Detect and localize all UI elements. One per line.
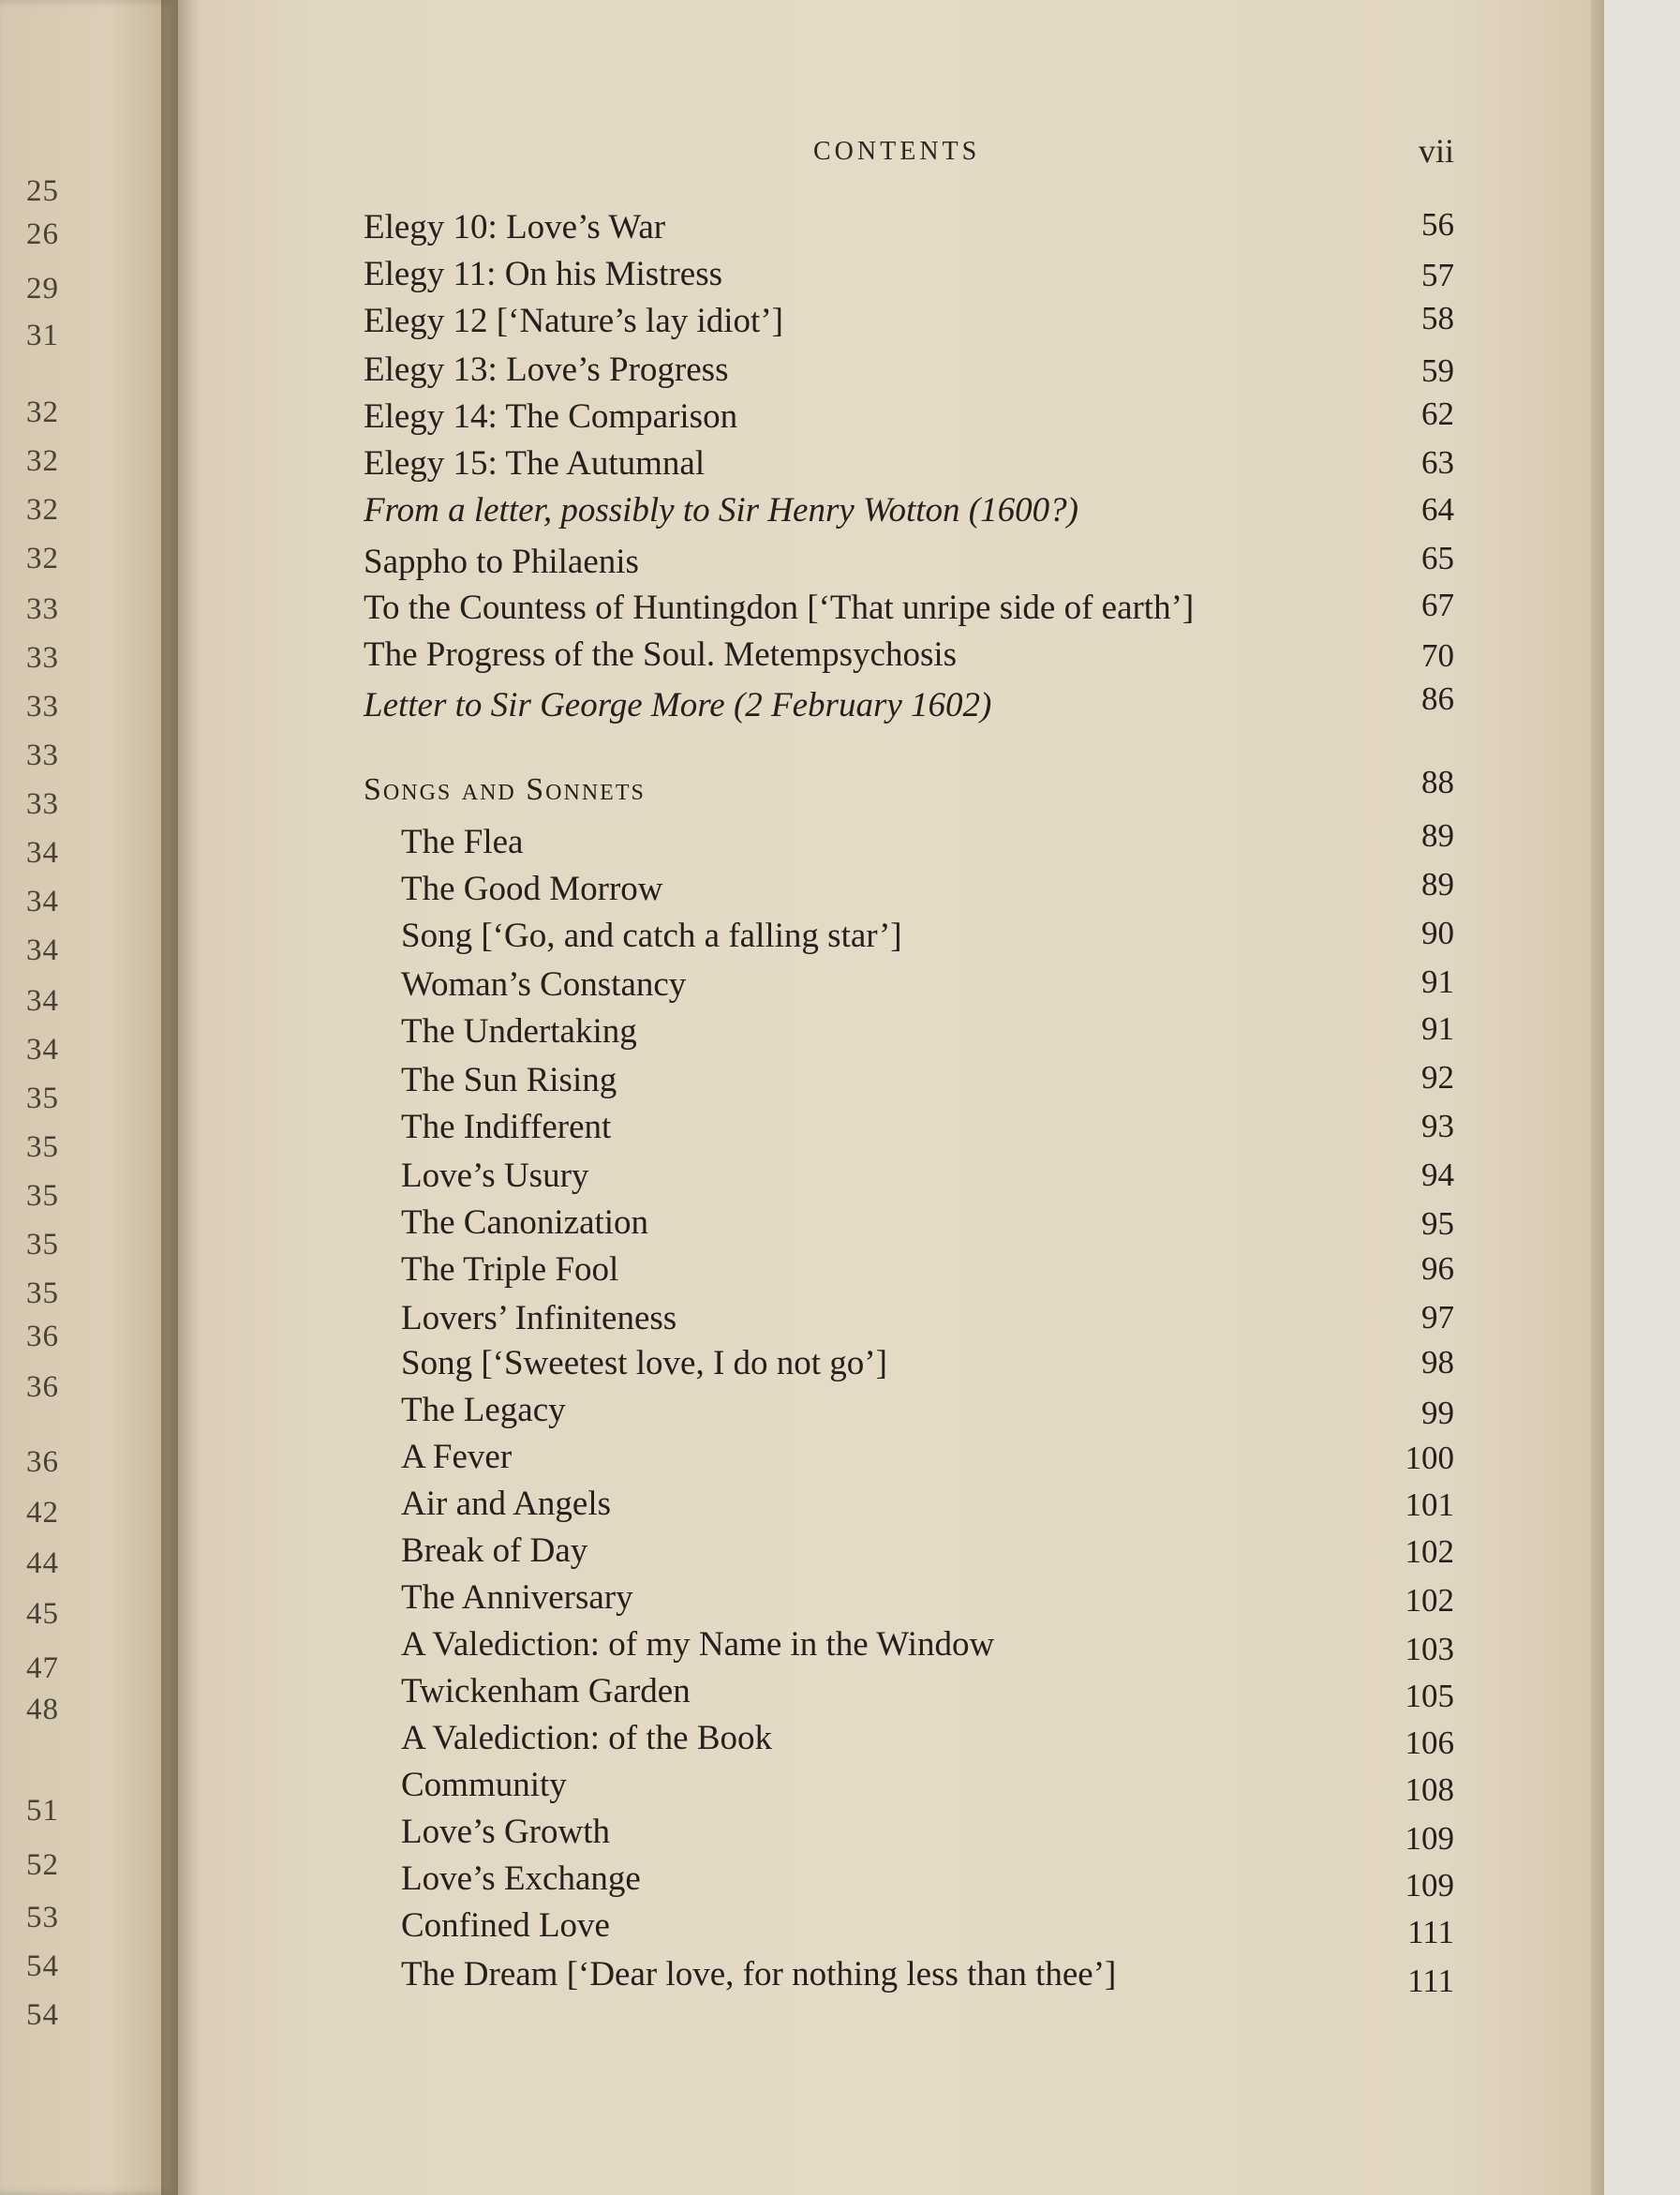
- toc-entry-page: 62: [1421, 396, 1454, 432]
- toc-entry-page: 106: [1405, 1725, 1454, 1761]
- toc-entry-title: The Legacy: [401, 1391, 566, 1429]
- toc-entry-title: Elegy 13: Love’s Progress: [364, 351, 729, 389]
- left-page-number: 34: [26, 836, 59, 870]
- folio: vii: [1418, 132, 1454, 170]
- left-page-number: 36: [26, 1320, 59, 1353]
- left-page-number: 35: [26, 1277, 59, 1310]
- toc-entry-title: Elegy 15: The Autumnal: [364, 444, 706, 483]
- toc-entry-page: 91: [1421, 1010, 1454, 1047]
- left-page-number: 29: [26, 272, 59, 306]
- toc-entry-page: 93: [1421, 1108, 1454, 1144]
- toc-entry-page: 70: [1421, 637, 1454, 674]
- left-page-number: 32: [26, 396, 59, 429]
- toc-entry-title: To the Countess of Huntingdon [‘That unripe side of earth’]: [364, 589, 1195, 627]
- toc-entry-page: 86: [1421, 680, 1454, 717]
- toc-entry-page: 59: [1421, 352, 1454, 389]
- toc-entry-page: 65: [1421, 540, 1454, 576]
- left-page-number: 26: [26, 217, 59, 251]
- toc-entry-title: Song [‘Go, and catch a falling star’]: [401, 917, 902, 955]
- toc-entry-title: Twickenham Garden: [401, 1672, 691, 1710]
- left-page-number: 53: [26, 1901, 59, 1934]
- toc-entry-title: Sappho to Philaenis: [364, 543, 639, 581]
- toc-entry-title: Air and Angels: [401, 1485, 612, 1523]
- toc-entry-title: The Good Morrow: [401, 870, 663, 908]
- left-page-number: 32: [26, 542, 59, 575]
- toc-entry-page: 111: [1407, 1963, 1454, 1999]
- toc-entry-title: The Undertaking: [401, 1012, 637, 1051]
- toc-entry-title: The Sun Rising: [401, 1061, 617, 1099]
- toc-entry-title: A Valediction: of the Book: [401, 1719, 772, 1757]
- toc-entry-page: 103: [1405, 1631, 1454, 1667]
- toc-entry-page: 100: [1405, 1440, 1454, 1476]
- toc-entry-title: Confined Love: [401, 1906, 610, 1945]
- toc-entry-page: 96: [1421, 1250, 1454, 1287]
- page-edge: [1591, 0, 1604, 2195]
- toc-entry-page: 105: [1405, 1678, 1454, 1714]
- toc-entry-page: 111: [1407, 1914, 1454, 1950]
- left-page-number: 35: [26, 1228, 59, 1262]
- section-heading: Songs and Sonnets: [364, 772, 646, 807]
- toc-entry-title: The Canonization: [401, 1203, 649, 1242]
- toc-entry-title: Song [‘Sweetest love, I do not go’]: [401, 1344, 887, 1382]
- toc-entry-title: Elegy 11: On his Mistress: [364, 255, 723, 293]
- toc-entry-page: 89: [1421, 817, 1454, 854]
- left-page-number: 33: [26, 787, 59, 821]
- toc-entry-page: 97: [1421, 1299, 1454, 1336]
- toc-entry-title: The Flea: [401, 823, 524, 861]
- toc-entry-title: Letter to Sir George More (2 February 1602): [364, 686, 992, 724]
- toc-entry-page: 89: [1421, 866, 1454, 903]
- left-page-number: 45: [26, 1597, 59, 1631]
- left-page-number: 25: [26, 174, 59, 208]
- toc-entry-page: 56: [1421, 206, 1454, 243]
- left-page-number: 52: [26, 1848, 59, 1882]
- toc-entry-page: 102: [1405, 1582, 1454, 1619]
- gutter-shadow: [161, 0, 199, 2195]
- left-page-number: 47: [26, 1651, 59, 1685]
- toc-entry-title: Love’s Usury: [401, 1157, 589, 1195]
- toc-entry-title: A Valediction: of my Name in the Window: [401, 1625, 995, 1664]
- toc-entry-title: The Anniversary: [401, 1578, 633, 1617]
- left-page-number: 34: [26, 933, 59, 967]
- left-page-number: 51: [26, 1794, 59, 1828]
- left-page-number: 34: [26, 885, 59, 918]
- left-page-edge: [0, 0, 178, 2195]
- left-page-number: 35: [26, 1130, 59, 1164]
- toc-entry-title: Woman’s Constancy: [401, 965, 687, 1004]
- toc-entry-page: 64: [1421, 491, 1454, 528]
- toc-entry-page: 94: [1421, 1157, 1454, 1193]
- toc-entry-page: 101: [1405, 1486, 1454, 1523]
- left-page-number: 54: [26, 1998, 59, 2032]
- toc-entry-page: 92: [1421, 1059, 1454, 1096]
- toc-entry-page: 63: [1421, 444, 1454, 481]
- toc-entry-page: 108: [1405, 1771, 1454, 1808]
- toc-entry-page: 67: [1421, 587, 1454, 623]
- toc-entry-title: Love’s Growth: [401, 1813, 610, 1851]
- toc-entry-page: 58: [1421, 300, 1454, 336]
- toc-entry-title: The Progress of the Soul. Metempsychosis: [364, 635, 958, 674]
- left-page-number: 35: [26, 1179, 59, 1213]
- left-page-number: 48: [26, 1693, 59, 1726]
- toc-entry-title: Break of Day: [401, 1531, 588, 1570]
- toc-entry-page: 98: [1421, 1344, 1454, 1381]
- toc-entry-page: 57: [1421, 257, 1454, 293]
- toc-entry-page: 91: [1421, 963, 1454, 1000]
- left-page-number: 35: [26, 1082, 59, 1115]
- toc-entry-page: 109: [1405, 1867, 1454, 1904]
- left-page-number: 44: [26, 1546, 59, 1580]
- left-page-number: 34: [26, 1033, 59, 1067]
- left-page-number: 33: [26, 690, 59, 724]
- toc-entry-title: A Fever: [401, 1438, 513, 1476]
- toc-entry-page: 90: [1421, 915, 1454, 951]
- section-page: 88: [1421, 764, 1454, 800]
- toc-entry-page: 102: [1405, 1533, 1454, 1570]
- toc-entry-title: The Triple Fool: [401, 1250, 619, 1289]
- left-page-number: 54: [26, 1949, 59, 1983]
- toc-entry-title: From a letter, possibly to Sir Henry Wotton (1600?): [364, 491, 1078, 530]
- toc-entry-title: Community: [401, 1766, 567, 1804]
- left-page-number: 34: [26, 984, 59, 1018]
- left-page-number: 33: [26, 739, 59, 772]
- toc-entry-page: 99: [1421, 1395, 1454, 1431]
- toc-entry-title: The Dream [‘Dear love, for nothing less than thee’]: [401, 1955, 1117, 1993]
- toc-entry-title: Elegy 12 [‘Nature’s lay idiot’]: [364, 302, 783, 340]
- left-page-number: 31: [26, 319, 59, 352]
- running-header: CONTENTS: [813, 137, 981, 166]
- left-page-number: 42: [26, 1496, 59, 1530]
- toc-entry-title: Elegy 10: Love’s War: [364, 208, 666, 246]
- toc-entry-page: 95: [1421, 1205, 1454, 1242]
- toc-entry-title: Elegy 14: The Comparison: [364, 397, 738, 436]
- left-page-number: 32: [26, 444, 59, 478]
- left-page-number: 32: [26, 493, 59, 527]
- toc-entry-title: The Indifferent: [401, 1108, 612, 1146]
- left-page-number: 33: [26, 592, 59, 626]
- toc-entry-page: 109: [1405, 1820, 1454, 1857]
- left-page-number: 36: [26, 1445, 59, 1479]
- left-page-number: 33: [26, 641, 59, 675]
- toc-entry-title: Love’s Exchange: [401, 1859, 641, 1898]
- toc-entry-title: Lovers’ Infiniteness: [401, 1299, 677, 1337]
- left-page-number: 36: [26, 1370, 59, 1404]
